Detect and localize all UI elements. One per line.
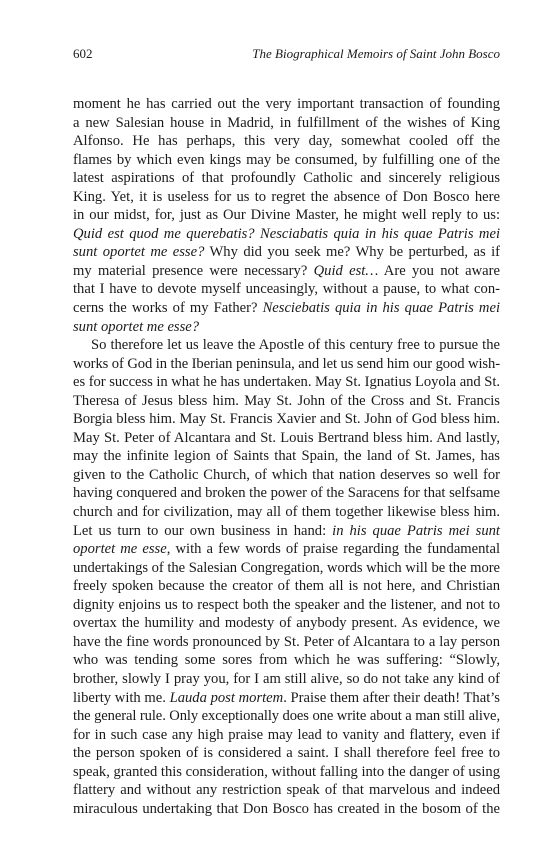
text-segment: es for success in what he has undertaken. May St. Ignatius Loyola and St. (73, 374, 500, 391)
text-segment: who was tending some sores from which he was suffering: “Slowly, (73, 652, 500, 669)
text-line (73, 355, 500, 374)
text-segment: So therefore let us leave the Apostle of this century free to pursue the (91, 337, 500, 354)
text-segment: the general rule. Only exceptionally does one write about a man still alive, (73, 708, 500, 725)
text-segment: church and for civilization, may all of them together likewise bless him. (73, 504, 500, 521)
text-segment: brother, slowly I pray you, for I am still alive, so do not take any kind of (73, 670, 500, 687)
text-line (73, 318, 500, 337)
book-page (73, 46, 500, 818)
text-segment: May St. Peter of Alcantara and St. Louis Bertrand bless him. And lastly, (73, 429, 500, 446)
text-segment: have the fine words pronounced by St. Peter of Alcantara to a lay person (73, 633, 500, 650)
text-segment: overtax the humility and modesty of anybody present. As evidence, we (73, 615, 500, 632)
text-line (73, 559, 500, 578)
text-line (73, 707, 500, 726)
text-segment: may the infinite legion of Saints that Spain, the land of St. James, has (73, 448, 500, 465)
text-segment: Borgia bless him. May St. Francis Xavier and St. John of God bless him. (73, 411, 500, 428)
text-segment: cerns the works of my Father? (73, 300, 263, 317)
italic-latin-phrase: Quid est… (313, 262, 379, 279)
text-line (73, 392, 500, 411)
text-segment: the person spoken of is considered a saint. I shall therefore feel free to (73, 745, 500, 762)
text-segment: Theresa of Jesus bless him. May St. John of the Cross and St. Francis (73, 392, 500, 409)
text-segment: freely spoken because the creator of them all is not here, and Christian (73, 578, 500, 595)
text-line (73, 577, 500, 596)
text-segment: flames by which even kings may be consumed, by fulfilling one of the (73, 151, 500, 168)
text-segment: , with a few words of praise regarding the fundamental (166, 541, 501, 558)
text-segment: . Praise them after their death! That’s (283, 689, 500, 706)
italic-latin-phrase: Nesciebatis quia in his quae Patris mei (262, 300, 500, 317)
text-segment: Are you not aware (378, 262, 500, 279)
text-line (73, 744, 500, 763)
italic-latin-phrase: Lauda post mortem (169, 689, 284, 706)
text-segment: miraculous undertaking that Don Bosco has created in the bosom of the (73, 800, 500, 817)
text-line (73, 466, 500, 485)
text-line (73, 169, 500, 188)
text-line (73, 114, 500, 133)
text-line (73, 280, 500, 299)
text-line (73, 243, 500, 262)
text-line (73, 781, 500, 800)
text-segment: Alfonso. He has perhaps, this very day, somewhat cooled off the (73, 133, 500, 150)
text-line (73, 225, 500, 244)
text-segment: King. Yet, it is useless for us to regret the absence of Don Bosco here (73, 188, 500, 205)
text-line (73, 633, 500, 652)
text-line (73, 336, 500, 355)
text-line (73, 503, 500, 522)
text-line (73, 726, 500, 745)
text-line (73, 299, 500, 318)
text-line (73, 689, 500, 708)
text-line (73, 614, 500, 633)
text-line (73, 410, 500, 429)
text-line (73, 484, 500, 503)
text-line (73, 670, 500, 689)
text-segment: dignity enjoins us to respect both the speaker and the listener, and not to (73, 596, 500, 613)
text-segment: liberty with me. (73, 689, 170, 706)
italic-latin-phrase: sunt oportet me esse? (73, 244, 205, 261)
text-line (73, 429, 500, 448)
italic-latin-phrase: oportet me esse (73, 541, 167, 558)
text-line (73, 800, 500, 819)
text-line (73, 206, 500, 225)
text-segment: given to the Catholic Church, of which that nation deserves so well for (73, 466, 500, 483)
running-header (73, 46, 500, 62)
text-line (73, 262, 500, 281)
text-line (73, 151, 500, 170)
text-segment: Let us turn to our own business in hand: (73, 522, 333, 539)
italic-latin-phrase: in his quae Patris mei sunt (332, 522, 500, 539)
paragraph (73, 336, 500, 818)
text-segment: flattery and without any restriction speak of that marvelous and indeed (73, 782, 500, 799)
text-segment: that I have to devote myself unceasingly, without a pause, to what con- (73, 281, 500, 298)
text-segment: a new Salesian house in Madrid, in fulfillment of the wishes of King (73, 114, 500, 131)
text-segment: undertakings of the Salesian Congregation, words which will be the more (73, 559, 500, 576)
text-line (73, 522, 500, 541)
text-segment: works of God in the Iberian peninsula, and let us send him our good wish- (73, 355, 500, 372)
italic-latin-phrase: sunt oportet me esse? (73, 318, 200, 335)
text-segment: latest aspirations of that profoundly Catholic and sincerely religious (73, 170, 500, 187)
text-line (73, 95, 500, 114)
text-line (73, 132, 500, 151)
text-segment: having conquered and broken the power of the Saracens for that selfsame (73, 485, 501, 502)
text-line (73, 188, 500, 207)
text-segment: my material presence were necessary? (73, 262, 314, 279)
text-line (73, 763, 500, 782)
page-number: 602 (73, 46, 93, 61)
running-title: The Biographical Memoirs of Saint John Bosco (252, 46, 500, 61)
text-line (73, 373, 500, 392)
text-segment: speak, granted this consideration, without falling into the danger of using (73, 763, 500, 780)
body-text (73, 95, 500, 818)
text-line (73, 540, 500, 559)
text-segment: for in such case any high praise may lead to vanity and flattery, even if (73, 726, 500, 743)
text-segment: Why did you seek me? Why be perturbed, as if (204, 244, 500, 261)
text-segment: moment he has carried out the very important transaction of founding (73, 96, 500, 112)
text-segment: in our midst, for, just as Our Divine Master, he might well reply to us: (73, 207, 500, 224)
text-line (73, 651, 500, 670)
paragraph (73, 95, 500, 336)
text-line (73, 596, 500, 615)
text-line (73, 447, 500, 466)
italic-latin-phrase: Quid est quod me querebatis? Nesciabatis quia in his quae Patris mei (73, 225, 500, 242)
